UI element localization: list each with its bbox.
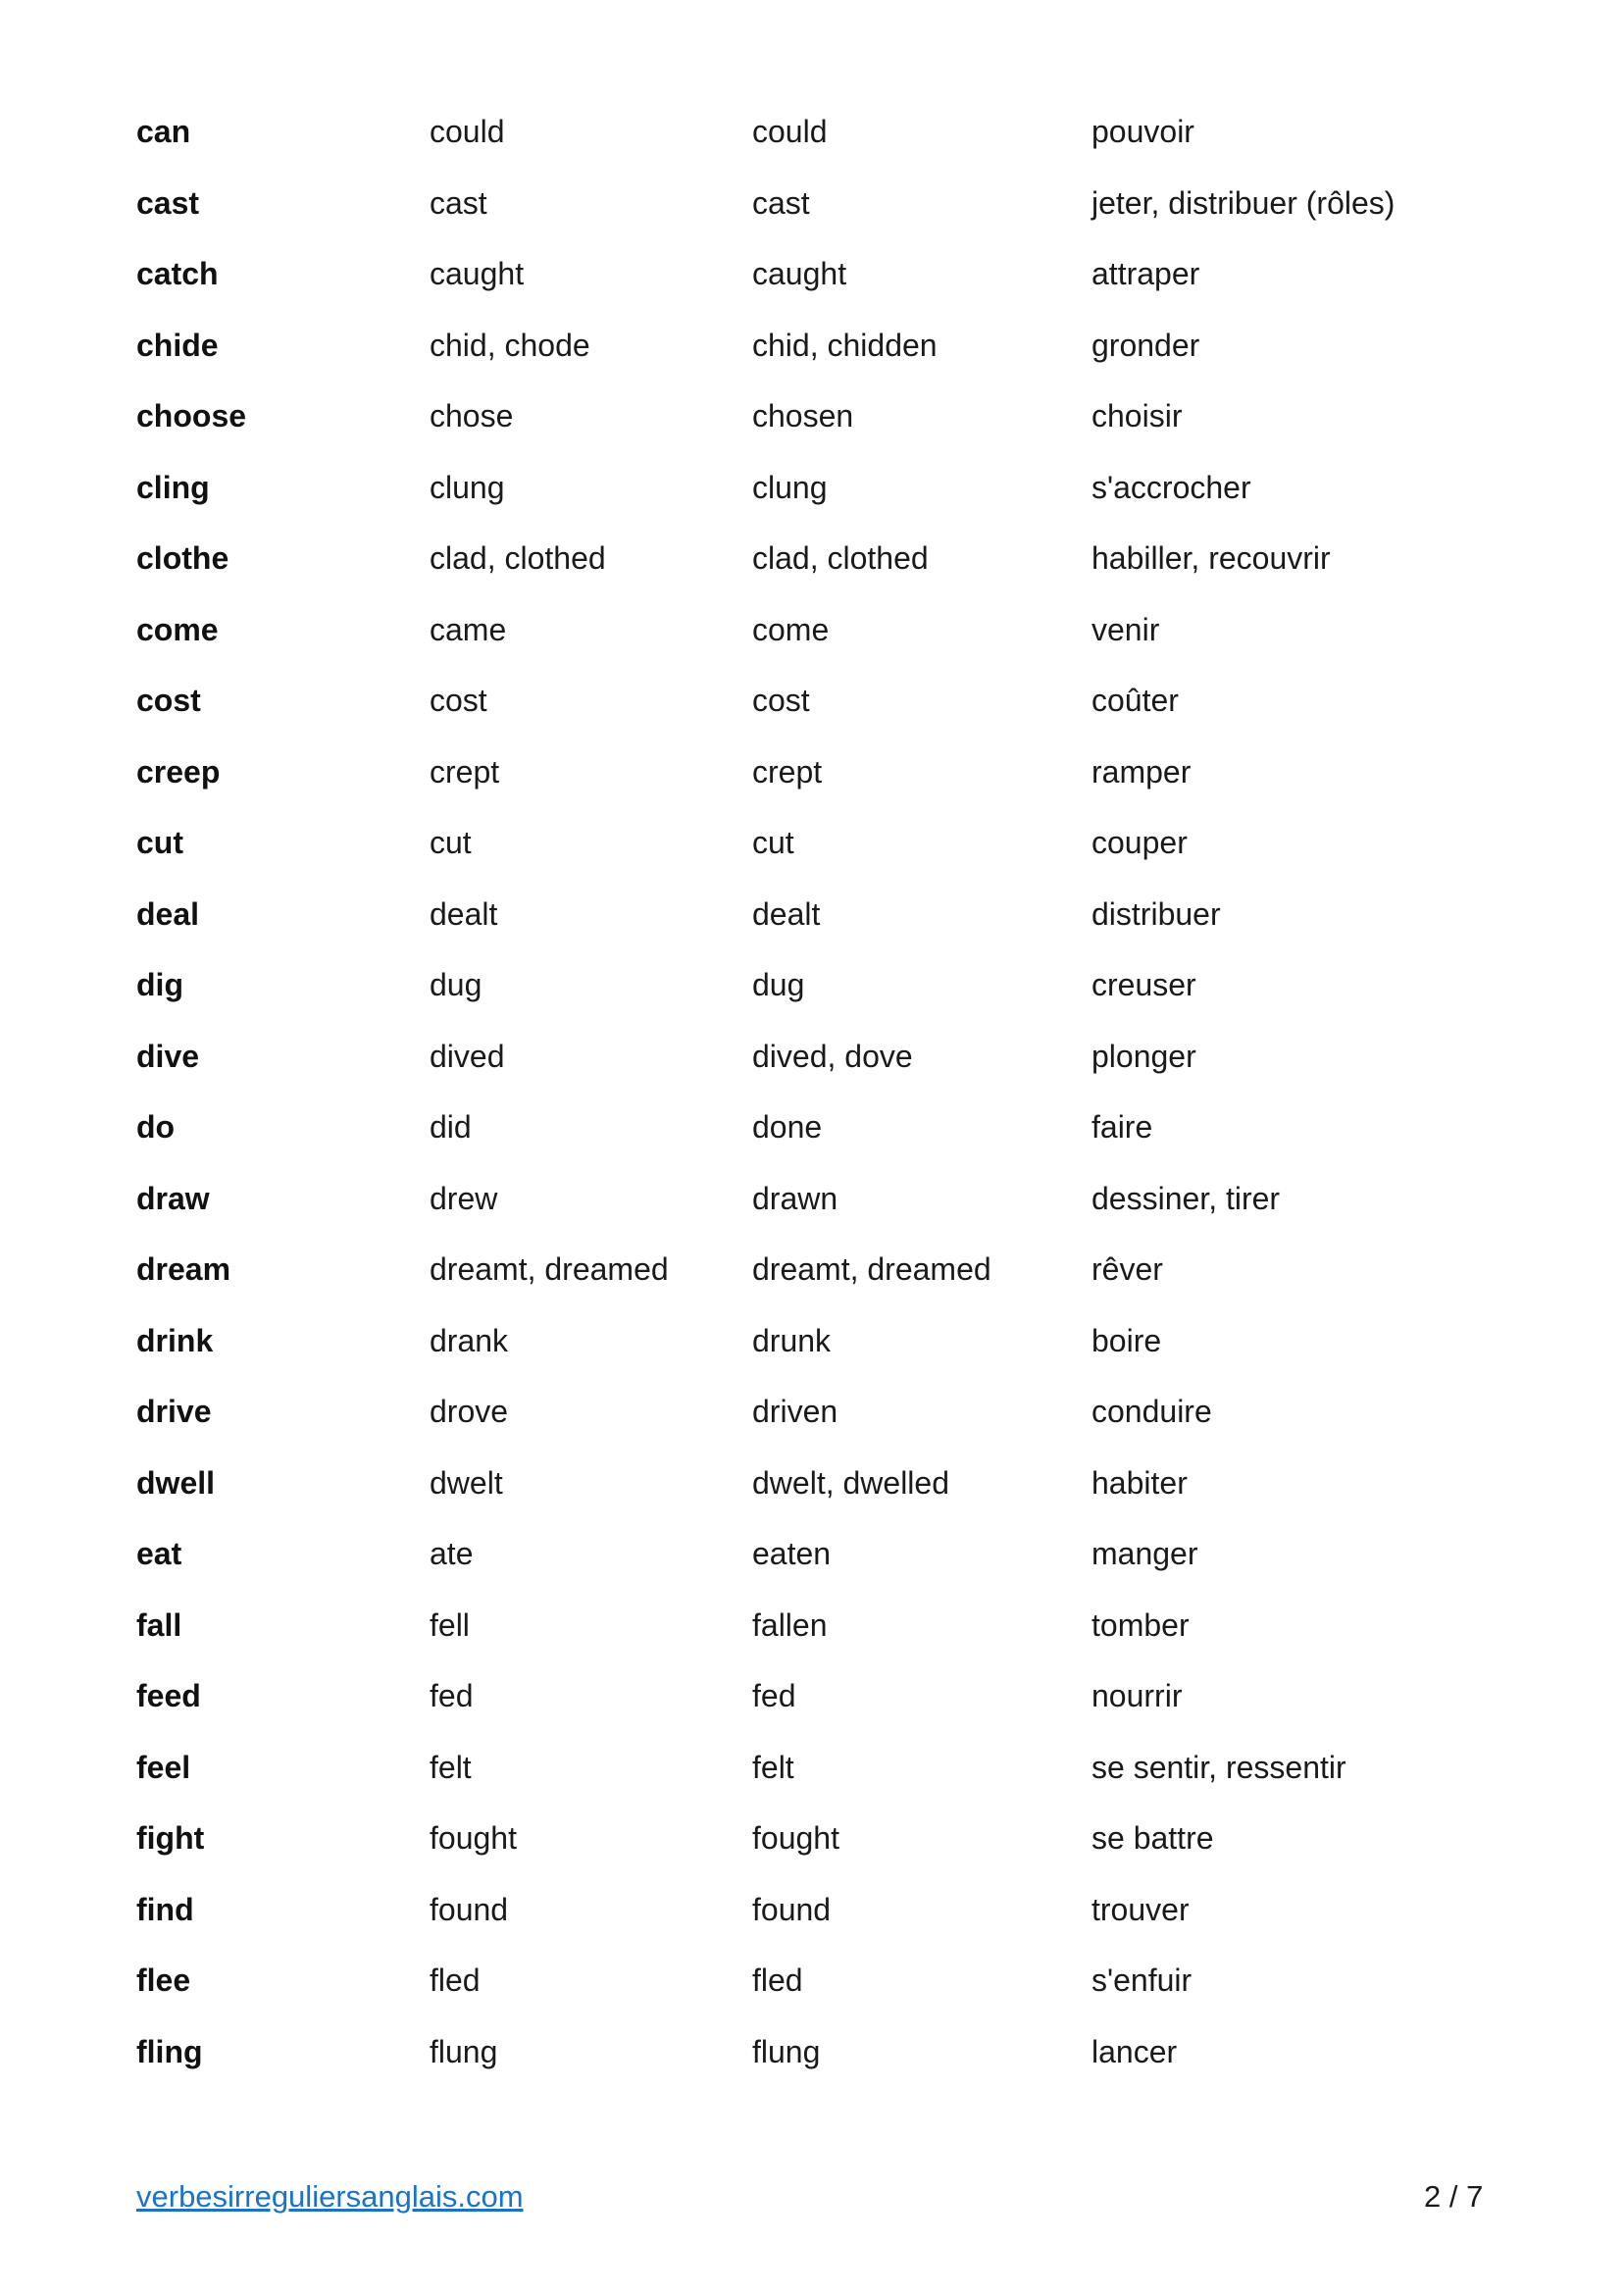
past-participle-cell: dreamt, dreamed (752, 1251, 991, 1287)
table-row (136, 955, 1490, 1027)
past-participle-cell: fallen (752, 1606, 828, 1643)
past-simple-cell: cast (430, 184, 487, 221)
table-row (136, 600, 1490, 672)
past-participle-cell: felt (752, 1749, 794, 1785)
table-row (136, 386, 1490, 458)
base-form-cell: catch (136, 256, 219, 291)
past-participle-cell: come (752, 611, 830, 647)
table-row (136, 1666, 1490, 1738)
past-simple-cell: flung (430, 2033, 498, 2069)
base-form-cell: fall (136, 1606, 182, 1643)
past-simple-cell: caught (430, 256, 525, 291)
base-form-cell: drive (136, 1394, 212, 1429)
past-simple-cell: dealt (430, 895, 498, 932)
past-simple-cell: chid, chode (430, 327, 590, 363)
past-simple-cell: came (430, 611, 507, 647)
base-form-cell: clothe (136, 540, 229, 576)
french-translation-cell: tomber (1091, 1606, 1190, 1643)
past-simple-cell: did (430, 1109, 472, 1145)
table-row (136, 2022, 1490, 2094)
past-simple-cell: drank (430, 1322, 509, 1358)
french-translation-cell: distribuer (1091, 895, 1221, 932)
past-participle-cell: drunk (752, 1322, 832, 1358)
base-form-cell: cling (136, 469, 210, 505)
base-form-cell: dive (136, 1038, 200, 1074)
table-row (136, 1596, 1490, 1667)
past-simple-cell: chose (430, 398, 514, 433)
french-translation-cell: faire (1091, 1109, 1153, 1145)
french-translation-cell: venir (1091, 611, 1160, 647)
table-row (136, 1382, 1490, 1453)
past-simple-cell: drew (430, 1180, 498, 1216)
french-translation-cell: plonger (1091, 1038, 1196, 1074)
base-form-cell: flee (136, 1963, 191, 1998)
french-translation-cell: s'accrocher (1091, 469, 1251, 505)
past-participle-cell: chosen (752, 398, 854, 433)
base-form-cell: dig (136, 967, 183, 1002)
past-participle-cell: crept (752, 753, 823, 790)
table-row (136, 244, 1490, 316)
french-translation-cell: se battre (1091, 1820, 1214, 1856)
table-row (136, 1169, 1490, 1241)
table-row (136, 885, 1490, 956)
past-participle-cell: cast (752, 184, 810, 221)
french-translation-cell: habiller, recouvrir (1091, 540, 1331, 576)
past-participle-cell: dived, dove (752, 1038, 913, 1074)
french-translation-cell: boire (1091, 1322, 1162, 1358)
french-translation-cell: attraper (1091, 256, 1200, 291)
table-row (136, 1809, 1490, 1880)
past-participle-cell: could (752, 114, 828, 149)
past-simple-cell: clad, clothed (430, 540, 606, 576)
base-form-cell: fling (136, 2033, 203, 2069)
table-row (136, 1738, 1490, 1810)
base-form-cell: cut (136, 825, 183, 860)
table-row (136, 813, 1490, 885)
base-form-cell: chide (136, 327, 219, 363)
french-translation-cell: ramper (1091, 753, 1192, 790)
table-row (136, 742, 1490, 814)
past-participle-cell: found (752, 1891, 832, 1927)
past-participle-cell: drawn (752, 1180, 838, 1216)
past-simple-cell: cut (430, 825, 472, 860)
french-translation-cell: rêver (1091, 1251, 1163, 1287)
table-row (136, 1311, 1490, 1383)
table-row (136, 1240, 1490, 1311)
french-translation-cell: gronder (1091, 327, 1200, 363)
past-simple-cell: fought (430, 1820, 517, 1856)
table-row (136, 1097, 1490, 1169)
table-row (136, 316, 1490, 387)
base-form-cell: find (136, 1891, 194, 1927)
table-row (136, 1951, 1490, 2022)
base-form-cell: choose (136, 398, 247, 433)
base-form-cell: eat (136, 1536, 182, 1571)
past-participle-cell: fed (752, 1678, 796, 1713)
past-simple-cell: found (430, 1891, 509, 1927)
french-translation-cell: pouvoir (1091, 114, 1194, 149)
french-translation-cell: s'enfuir (1091, 1963, 1193, 1998)
table-row (136, 174, 1490, 245)
past-participle-cell: dug (752, 967, 805, 1002)
french-translation-cell: nourrir (1091, 1678, 1183, 1713)
past-simple-cell: fed (430, 1678, 474, 1713)
base-form-cell: cast (136, 184, 200, 221)
table-row (136, 1524, 1490, 1596)
base-form-cell: dream (136, 1251, 231, 1287)
base-form-cell: drink (136, 1322, 214, 1358)
past-simple-cell: clung (430, 469, 505, 505)
french-translation-cell: habiter (1091, 1464, 1188, 1501)
past-simple-cell: felt (430, 1749, 472, 1785)
base-form-cell: fight (136, 1820, 205, 1856)
past-participle-cell: clung (752, 469, 828, 505)
table-row (136, 1027, 1490, 1098)
base-form-cell: draw (136, 1180, 210, 1216)
footer-website-link[interactable]: verbesirreguliersanglais.com (136, 2179, 524, 2214)
past-simple-cell: dreamt, dreamed (430, 1251, 669, 1287)
base-form-cell: deal (136, 895, 200, 932)
base-form-cell: dwell (136, 1464, 216, 1501)
french-translation-cell: lancer (1091, 2033, 1178, 2069)
past-participle-cell: cost (752, 683, 810, 718)
past-simple-cell: drove (430, 1394, 509, 1429)
base-form-cell: feel (136, 1749, 191, 1785)
past-participle-cell: done (752, 1109, 823, 1145)
past-participle-cell: caught (752, 256, 847, 291)
french-translation-cell: dessiner, tirer (1091, 1180, 1281, 1216)
table-row (136, 1880, 1490, 1952)
french-translation-cell: choisir (1091, 398, 1183, 433)
past-participle-cell: chid, chidden (752, 327, 938, 363)
past-simple-cell: fell (430, 1606, 470, 1643)
table-row (136, 458, 1490, 530)
past-participle-cell: eaten (752, 1536, 832, 1571)
page-number: 2 / 7 (1424, 2179, 1484, 2214)
base-form-cell: creep (136, 753, 221, 790)
french-translation-cell: conduire (1091, 1394, 1212, 1429)
past-participle-cell: fought (752, 1820, 839, 1856)
past-simple-cell: dug (430, 967, 482, 1002)
table-row (136, 671, 1490, 742)
french-translation-cell: trouver (1091, 1891, 1190, 1927)
past-simple-cell: fled (430, 1963, 481, 1998)
table-row (136, 102, 1490, 174)
french-translation-cell: jeter, distribuer (rôles) (1091, 184, 1396, 221)
french-translation-cell: se sentir, ressentir (1091, 1749, 1346, 1785)
base-form-cell: cost (136, 683, 201, 718)
table-row (136, 529, 1490, 600)
past-participle-cell: flung (752, 2033, 821, 2069)
french-translation-cell: creuser (1091, 967, 1196, 1002)
past-participle-cell: fled (752, 1963, 803, 1998)
french-translation-cell: manger (1091, 1536, 1198, 1571)
base-form-cell: do (136, 1109, 176, 1145)
french-translation-cell: coûter (1091, 683, 1179, 718)
past-participle-cell: dealt (752, 895, 821, 932)
past-simple-cell: dived (430, 1038, 505, 1074)
french-translation-cell: couper (1091, 825, 1188, 860)
table-row (136, 1453, 1490, 1525)
past-simple-cell: could (430, 114, 505, 149)
past-simple-cell: crept (430, 753, 500, 790)
base-form-cell: feed (136, 1678, 201, 1713)
past-participle-cell: cut (752, 825, 794, 860)
past-simple-cell: ate (430, 1536, 474, 1571)
past-simple-cell: cost (430, 683, 487, 718)
past-participle-cell: dwelt, dwelled (752, 1464, 949, 1501)
base-form-cell: come (136, 611, 219, 647)
past-participle-cell: driven (752, 1394, 838, 1429)
past-participle-cell: clad, clothed (752, 540, 929, 576)
irregular-verbs-table (136, 102, 1490, 2093)
base-form-cell: can (136, 114, 191, 149)
past-simple-cell: dwelt (430, 1464, 503, 1501)
